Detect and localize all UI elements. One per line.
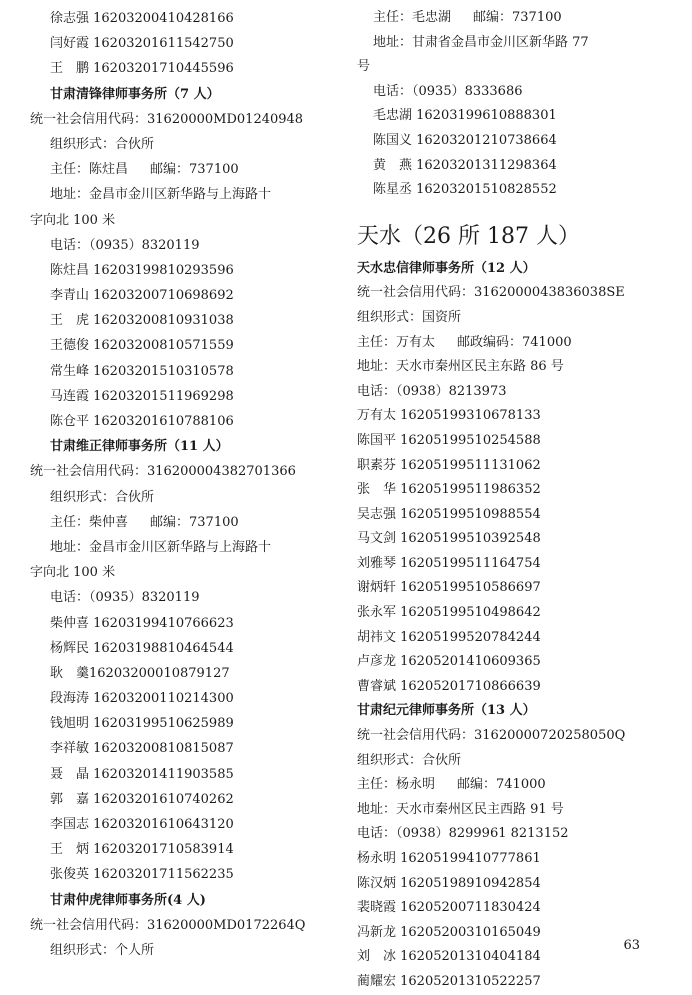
lawyer-entry: 曹睿斌 16205201710866639 — [357, 678, 541, 694]
lawyer-entry: 陈国平 16205199510254588 — [357, 432, 541, 448]
lawyer-entry: 张永军 16205199510498642 — [357, 605, 541, 621]
firm-title: 甘肃纪元律师事务所（13 人） — [357, 703, 536, 719]
director: 主任：杨永明 — [357, 777, 436, 793]
credit-code: 统一社会信用代码：31620000MD0172264Q — [30, 917, 306, 933]
firm-title: 天水忠信律师事务所（12 人） — [357, 260, 536, 276]
postcode: 邮编：737100 — [473, 10, 562, 25]
phone: 电话：（0935）8320119 — [50, 590, 200, 606]
lawyer-entry: 陈星丞 16203201510828552 — [373, 182, 557, 198]
lawyer-entry: 王德俊 16203200810571559 — [50, 338, 234, 354]
left-column — [0, 6, 350, 963]
lawyer-entry: 柴仲喜 16203199410766623 — [50, 615, 234, 631]
credit-code: 统一社会信用代码：316200004382701366 — [30, 464, 296, 480]
lawyer-entry: 冯新龙 16205200310165049 — [357, 924, 541, 940]
postcode: 邮编：737100 — [150, 162, 239, 178]
director: 主任：毛忠湖 — [373, 10, 452, 25]
lawyer-entry: 段海涛 16203200110214300 — [50, 691, 234, 707]
lawyer-entry: 杨辉民 16203198810464544 — [50, 640, 234, 656]
lawyer-entry: 马连霞 16203201511969298 — [50, 388, 234, 404]
lawyer-entry: 万有太 16205199310678133 — [357, 408, 541, 424]
org-form: 组织形式：合伙所 — [50, 136, 155, 152]
phone: 电话：（0938）8213973 — [357, 383, 507, 399]
lawyer-entry: 闫好霞 16203201611542750 — [50, 36, 234, 52]
address: 地址：天水市秦州区民主西路 91 号 — [357, 801, 564, 817]
director: 主任：万有太 — [357, 334, 436, 350]
director-line — [355, 773, 692, 798]
lawyer-entry: 王 虎 16203200810931038 — [50, 313, 234, 329]
lawyer-entry: 卢彦龙 16205201410609365 — [357, 654, 541, 670]
lawyer-entry: 蔺耀宏 16205201310522257 — [357, 973, 541, 989]
postcode: 邮编：737100 — [150, 514, 239, 530]
lawyer-entry: 刘 冰 16205201310404184 — [357, 949, 541, 965]
lawyer-entry: 张 华 16205199511986352 — [357, 482, 541, 498]
org-form: 组织形式：国资所 — [357, 309, 462, 325]
org-form: 组织形式：合伙所 — [50, 489, 155, 505]
director-line — [355, 331, 692, 356]
lawyer-entry: 裴晓霞 16205200711830424 — [357, 900, 541, 916]
lawyer-entry: 徐志强 16203200410428166 — [50, 11, 234, 26]
org-form: 组织形式：合伙所 — [357, 752, 462, 768]
lawyer-entry: 黄 燕 16203201311298364 — [373, 157, 557, 173]
firm-title: 甘肃仲虎律师事务所(4 人) — [50, 892, 206, 908]
lawyer-entry: 杨永明 16205199410777861 — [357, 851, 541, 866]
firm-title: 甘肃清锋律师事务所（7 人） — [50, 86, 220, 102]
address-cont: 字向北 100 米 — [30, 212, 116, 228]
credit-code: 统一社会信用代码：31620000720258050Q — [357, 728, 626, 744]
lawyer-entry: 张俊英 16203201711562235 — [50, 867, 234, 883]
address: 地址：天水市秦州区民主东路 86 号 — [357, 359, 564, 375]
region-heading: 天水（26 所 187 人） — [357, 223, 580, 249]
lawyer-entry: 陈炷昌 16203199810293596 — [50, 262, 234, 278]
lawyer-entry: 马文剑 16205199510392548 — [357, 531, 541, 547]
lawyer-entry: 钱旭明 16203199510625989 — [50, 716, 234, 732]
lawyer-entry: 吴志强 16205199510988554 — [357, 506, 541, 522]
lawyer-entry: 常生峰 16203201510310578 — [50, 363, 234, 379]
org-form: 组织形式：个人所 — [50, 942, 155, 958]
address: 地址：甘肃省金昌市金川区新华路 77 — [373, 34, 589, 50]
lawyer-entry: 毛忠湖 16203199610888301 — [373, 108, 557, 124]
phone: 电话：（0935）8320119 — [50, 237, 200, 253]
director-line — [0, 157, 350, 182]
credit-code: 统一社会信用代码：31620000MD01240948 — [30, 111, 304, 127]
firm-title: 甘肃维正律师事务所（11 人） — [50, 439, 229, 455]
director: 主任：陈炷昌 — [50, 162, 129, 178]
lawyer-entry: 王 炳 16203201710583914 — [50, 842, 234, 858]
director: 主任：柴仲喜 — [50, 514, 129, 530]
address-cont: 号 — [357, 59, 371, 75]
spacer — [355, 203, 692, 217]
director-line — [0, 510, 350, 535]
lawyer-entry: 王 鹏 16203201710445596 — [50, 61, 234, 77]
lawyer-entry: 李国志 16203201610643120 — [50, 817, 234, 832]
lawyer-entry: 陈仓平 16203201610788106 — [50, 414, 234, 429]
lawyer-entry: 聂 晶 16203201411903585 — [50, 766, 234, 782]
lawyer-entry: 陈汉炳 16205198910942854 — [357, 875, 541, 891]
postcode: 邮政编码：741000 — [457, 334, 572, 350]
phone: 电话：（0938）8299961 8213152 — [357, 826, 569, 842]
phone: 电话：（0935）8333686 — [373, 83, 523, 99]
postcode: 邮编：741000 — [457, 777, 546, 793]
lawyer-entry: 谢炳轩 16205199510586697 — [357, 580, 541, 596]
director-line — [355, 6, 692, 31]
lawyer-entry: 刘雅琴 16205199511164754 — [357, 555, 541, 571]
right-column — [355, 6, 692, 995]
address: 地址：金昌市金川区新华路与上海路十 — [50, 539, 272, 555]
lawyer-entry: 职素芬 16205199511131062 — [357, 457, 541, 473]
lawyer-entry: 李青山 16203200710698692 — [50, 288, 234, 304]
lawyer-entry: 李祥敏 16203200810815087 — [50, 741, 234, 757]
address: 地址：金昌市金川区新华路与上海路十 — [50, 187, 272, 203]
address-cont: 字向北 100 米 — [30, 565, 116, 581]
lawyer-entry: 陈国义 16203201210738664 — [373, 132, 557, 148]
lawyer-entry: 郭 嘉 16203201610740262 — [50, 791, 234, 807]
page-number: 63 — [623, 938, 640, 953]
credit-code: 统一社会信用代码：3162000043836038SE — [357, 285, 625, 301]
lawyer-entry: 耿 羹16203200010879127 — [50, 665, 230, 681]
lawyer-entry: 胡祎文 16205199520784244 — [357, 629, 541, 645]
